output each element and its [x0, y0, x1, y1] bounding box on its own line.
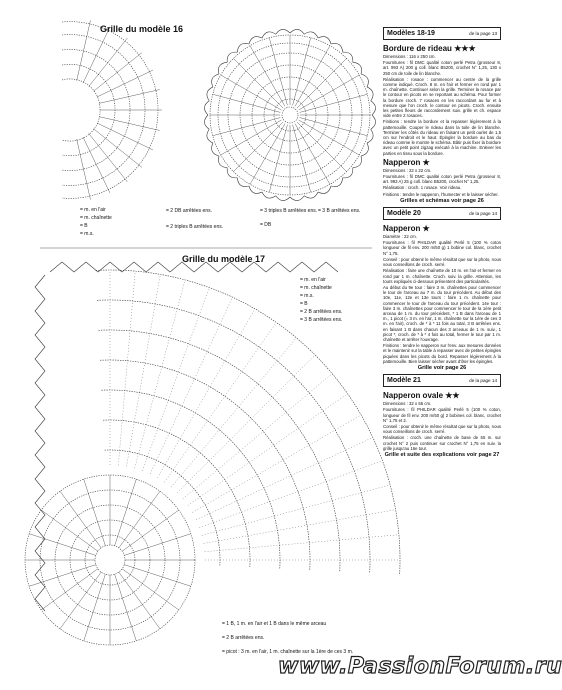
- see-page-note: Grilles et schémas voir page 26: [400, 197, 484, 204]
- grid16-legend-b: [166, 207, 223, 231]
- finishing-text: Finitions : tendre la bordure et la repasser légèrement à la pattemouille. Couper le rideau dans la toile de lin blanche. Terminer les côtés du rideau en faisant un petit ourlet de 1,5 cm sur l'endroit et le haut. Épingler la bordure au bas du rideau comme le montre le schéma. Bâtir puis fixer la bordure avec un petit point zigzag exécuté à la machine. Enlever les parties en tissu sous la bordure.: [383, 119, 501, 156]
- watermark: www.PassionForum.ru: [278, 654, 562, 679]
- legend-item: = 2 B arrêtées ens.: [222, 635, 265, 641]
- legend-item: = m. chaînette: [80, 215, 112, 221]
- instructions-text: Réalisation : faire une chaînette de 10 m. en l'air et fermer en rond par 1 m. chaînette. Croch. suiv. la grille. Attention, les tours expliqués ci-dessous présentent des particularités.: [383, 268, 501, 284]
- spoke: [202, 485, 390, 535]
- dimensions-text: Dimensions : 22 x 22 cm.: [383, 167, 432, 173]
- spoke: [297, 58, 346, 107]
- picot: [207, 87, 213, 101]
- supplies-text: Fournitures : fil DMC qualité coton perlé Petra (grosseur 8, art. 993 A) 25 g coll. blanc B5200, crochet N° 1,25.: [383, 174, 501, 185]
- picot: [371, 101, 376, 115]
- spoke: [29, 534, 96, 556]
- rosette-16: [204, 29, 375, 200]
- picot: [276, 29, 290, 34]
- legend-item: = m. en l'air: [80, 207, 106, 213]
- spoke: [84, 574, 106, 641]
- page-ref: de la page 14: [469, 210, 497, 216]
- picot: [249, 37, 262, 44]
- advice-text: Conseil : pour obtenir le même résultat que sur la photo, nous vous conseillons de croch. serré.: [383, 423, 501, 435]
- spoke: [135, 280, 185, 468]
- picot: [331, 43, 343, 52]
- round: [282, 107, 298, 123]
- picot: [237, 43, 249, 52]
- spoke: [199, 461, 382, 528]
- spoke: [122, 510, 179, 551]
- grid17-title: Grille du modèle 17: [182, 254, 266, 264]
- advice-text: Conseil : pour obtenir le même résultat que sur la photo, nous vous conseillons de croch. serré.: [383, 256, 501, 268]
- supplies-text: Fournitures : fil DMC qualité coton perlé Petra (grosseur 8, art. 993 A) 200 g coll. blanc B5200, crochet N° 1,25, 130 x 250 cm de toile de lin blanche.: [383, 60, 501, 76]
- pattern-title: Napperon ★: [383, 224, 430, 234]
- picot: [304, 32, 318, 38]
- legend-item: = 2 triples B arrêtées ens.: [166, 224, 224, 230]
- legend-item: = m.s.: [80, 231, 94, 237]
- spoke: [84, 479, 106, 546]
- legend-item: = 3 triples B arrêtées ens.: [260, 208, 318, 214]
- pattern-title: Bordure de rideau ★★★: [383, 44, 476, 53]
- pattern-title: Napperon ★: [383, 157, 430, 167]
- legend-item: = 3 B arrêtées ens.: [300, 317, 343, 323]
- legend-item: = 3 B arrêtées ens.: [318, 208, 361, 214]
- picot: [318, 37, 331, 44]
- picot: [304, 192, 318, 198]
- grid17-legend: [300, 276, 342, 324]
- section-header-18-19: [383, 27, 501, 40]
- spoke: [41, 510, 98, 551]
- spoke: [124, 565, 191, 587]
- spoke: [171, 338, 296, 487]
- picot: [290, 29, 304, 34]
- supplies-text: Fournitures : fil PHILDAR qualité Perlé 5 (100 % coton longueur de fil env. 200 m/50 g) 1 bobine col. blanc, crochet N° 1,75.: [383, 240, 501, 256]
- spoke: [183, 374, 332, 499]
- picot: [353, 62, 362, 74]
- supplies-text: Fournitures : fil PHILDAR qualité Perlé 5 (100 % coton, longueur de fil env. 200 m/50 g) 2 bobines col. blanc, crochet N° 1,75 et 2.: [383, 407, 501, 423]
- section-header-20: [383, 207, 501, 220]
- legend-item: = m. en l'air: [300, 277, 326, 283]
- spoke: [60, 491, 101, 548]
- see-page-note: Grille et suite des explications voir page 27: [384, 451, 500, 458]
- round: [97, 300, 370, 573]
- round: [95, 545, 125, 575]
- spoke: [29, 565, 96, 587]
- spoke: [297, 122, 346, 171]
- round: [62, 79, 100, 141]
- spoke: [196, 437, 373, 519]
- dimensions-text: Dimensions : 116 x 250 cm.: [383, 54, 436, 59]
- spoke: [233, 58, 282, 107]
- picot: [331, 178, 343, 187]
- picot: [204, 115, 209, 129]
- round: [99, 330, 340, 571]
- picot: [371, 115, 376, 129]
- picot: [212, 143, 219, 156]
- round: [103, 420, 250, 567]
- spoke: [122, 569, 179, 610]
- spoke: [124, 534, 191, 556]
- picot: [262, 32, 276, 38]
- picot: [367, 87, 373, 101]
- spoke: [158, 309, 256, 478]
- spoke: [60, 572, 101, 629]
- legend-item: = B: [300, 301, 308, 307]
- spoke: [93, 53, 141, 92]
- picot: [290, 196, 304, 201]
- picot: [218, 62, 227, 74]
- spoke: [115, 479, 137, 546]
- spoke: [177, 355, 315, 493]
- picot: [262, 192, 276, 198]
- picot: [276, 196, 290, 201]
- spoke: [164, 322, 276, 482]
- legend-item: = m. chaînette: [300, 285, 332, 291]
- finishing-text: Finitions : tendre le napperon, l'humecter et le laisser sécher.: [383, 191, 499, 197]
- legend-item: = m.s.: [300, 293, 314, 299]
- spoke: [119, 491, 160, 548]
- dimensions-text: Diamètre : 22 cm.: [383, 234, 417, 240]
- rosette-16-partial: [62, 20, 162, 199]
- legend-item: = 2 B arrêtées ens.: [300, 309, 343, 315]
- picot: [218, 156, 227, 168]
- spoke: [233, 122, 282, 171]
- grid16-legend-a: [80, 206, 112, 238]
- doily-17: [25, 262, 400, 645]
- spoke: [126, 274, 160, 466]
- instructions-text: Réalisation : croch. 1 rosace. Voir rideau.: [383, 185, 462, 191]
- page-ref: de la page 13: [469, 30, 497, 36]
- legend-item: = DB: [260, 222, 272, 228]
- model-number: Modèle 20: [387, 209, 421, 217]
- spoke: [150, 297, 232, 474]
- spoke: [142, 287, 209, 470]
- spoke: [204, 510, 396, 544]
- finishing-text: Finitions : tendre le napperon sur l'env. aux mesures données et le maintenir sur la table à repasser avec de petites épingles piquées dans les picots du bord. Repasser légèrement à la pattemouille. Bien laisser sécher avant d'ôter les épingles.: [383, 343, 501, 364]
- spoke: [119, 572, 160, 629]
- picot: [207, 129, 213, 143]
- round: [102, 390, 280, 568]
- pattern-title: Napperon ovale ★★: [383, 391, 460, 401]
- picot: [353, 156, 362, 168]
- see-page-note: Grille voir page 26: [417, 364, 467, 371]
- grid17-bottom-legend: [222, 620, 353, 656]
- model-number: Modèle 21: [387, 377, 421, 385]
- instructions-text: Réalisation : rosace : commencer au centre de la grille comme indiqué. Croch. 8 m. en l'air et fermer en rond par 1 m. chaînette. Continuer selon la grille. Terminer la rosace par le contour en picots en se reportant au schéma. Pour former la bordure croch. 7 rosaces en les raccordant au fur et à mesure que l'on croch. le contour en picots. Croch. ensuite les petites fleurs de raccordement suiv. grille et ch. espace vide entre 2 rosaces.: [383, 76, 501, 119]
- legend-item: = B: [80, 223, 88, 229]
- instructions-column: [383, 27, 501, 461]
- picot: [204, 101, 209, 115]
- model-number: Modèles 18-19: [387, 29, 435, 37]
- spoke: [188, 394, 348, 506]
- section-header-21: [383, 374, 501, 387]
- legend-item: = 1 B, 1 m. en l'air et 1 B dans le même arceau: [222, 621, 327, 627]
- page-ref: de la page 14: [469, 378, 497, 384]
- grid16-legend-c: [260, 207, 317, 229]
- grid16-legend-d: [318, 207, 360, 215]
- legend-item: = picot : 3 m. en l'air, 1 m. chaînette sur la 1ère de ces 3 m.: [222, 649, 354, 655]
- spoke: [115, 574, 137, 641]
- dimensions-text: Dimensions : 32 x 55 cm.: [383, 401, 432, 407]
- spoke: [192, 415, 361, 513]
- grid16-title: Grille du modèle 16: [100, 24, 184, 34]
- spoke: [41, 569, 98, 610]
- picot: [367, 129, 373, 143]
- instructions-text: Réalisation : croch. une chaînette de base de 55 m. sur crochet N° 2 puis continuer sur crochet N° 1,75 en suiv. la grille jusqu'au 16e tour.: [383, 435, 501, 451]
- picot: [237, 178, 249, 187]
- picot: [361, 143, 368, 156]
- rounds-text: Au début du 9e tour : faire 3 m. chaînettes pour commencer le tour de l'arceau au 7 m. du tour précédent. Au début des 10e, 11e, 12e et 13e tours : faire 1 m. chaînette pour commencer le tour de l'arceau du tour précédent. 14e tour : faire 3 m. chaînettes pour commencer le tour de la 1ère petit arceau de 1 m. du tour précédent, * 1 B dans l'arceau de 1 m., 1 picot (= 3 m. en l'air, 1 m. chaînette sur la 1ère de ces 3 m. en l'air), croch. de * à * 11 fois au total, 3 B arrêtées ens. en faisant 1 B dans chacun des 3 arceaux de 1 m. suiv., 1 picot *, croch. de * à * 4 fois au total, fermer le tour par 1 m. chaînette et arrêter l'ouvrage.: [383, 284, 501, 342]
- legend-item: = 2 DB arrêtées ens.: [166, 208, 212, 214]
